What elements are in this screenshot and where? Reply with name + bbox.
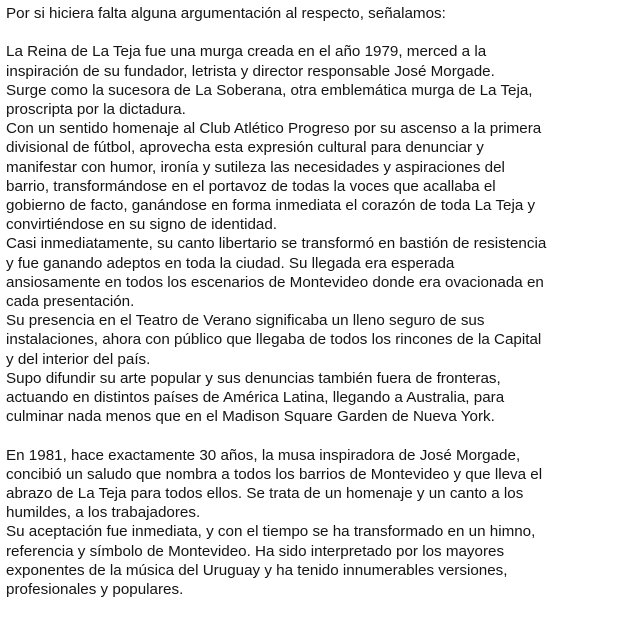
paragraph-saludo	[6, 446, 634, 523]
text-line: abrazo de La Teja para todos ellos. Se trata de un homenaje y un canto a los	[6, 485, 524, 503]
text-line: y fue ganando adeptos en toda la ciudad. Su llegada era esperada	[6, 254, 455, 272]
text-line: manifestar con humor, ironía y sutileza las necesidades y aspiraciones del	[6, 158, 505, 176]
text-line: profesionales y populares.	[6, 581, 184, 599]
text-line: En 1981, hace exactamente 30 años, la musa inspiradora de José Morgade,	[6, 446, 521, 464]
text-line: Por si hiciera falta alguna argumentación al respecto, señalamos:	[6, 5, 446, 22]
text-line: Supo difundir su arte popular y sus denuncias también fuera de fronteras,	[6, 369, 501, 387]
paragraph-resistance	[6, 234, 634, 311]
text-line: proscripta por la dictadura.	[6, 101, 186, 118]
text-line: Su presencia en el Teatro de Verano significaba un lleno seguro de sus	[6, 312, 485, 330]
text-line: divisional de fútbol, aprovecha esta expresión cultural para denunciar y	[6, 139, 484, 157]
text-line: ansiosamente en todos los escenarios de Montevideo donde era ovacionada en	[6, 273, 544, 291]
text-line: Con un sentido homenaje al Club Atlético Progreso por su ascenso a la primera	[6, 120, 542, 138]
blank-line	[6, 426, 634, 445]
paragraph-international	[6, 369, 634, 427]
text-line: concibió un saludo que nombra a todos los barrios de Montevideo y que lleva el	[6, 465, 543, 483]
text-line: referencia y símbolo de Montevideo. Ha sido interpretado por los mayores	[6, 542, 505, 560]
text-line: culminar nada menos que en el Madison Square Garden de Nueva York.	[6, 408, 495, 426]
blank-line	[6, 23, 634, 42]
text-line: La Reina de La Teja fue una murga creada en el año 1979, merced a la	[6, 43, 487, 61]
paragraph-teatro	[6, 311, 634, 369]
text-line: Su aceptación fue inmediata, y con el tiempo se ha transformado en un himno,	[6, 523, 536, 541]
text-line: Casi inmediatamente, su canto libertario se transformó en bastión de resistencia	[6, 235, 547, 253]
paragraph-himno	[6, 522, 634, 599]
text-line: convirtiéndose en su signo de identidad.	[6, 216, 278, 234]
text-line: Surge como la sucesora de La Soberana, otra emblemática murga de La Teja,	[6, 81, 533, 99]
text-line: cada presentación.	[6, 293, 135, 311]
text-line: actuando en distintos países de América Latina, llegando a Australia, para	[6, 389, 505, 407]
text-line: exponentes de la música del Uruguay y ha tenido innumerables versiones,	[6, 561, 508, 579]
paragraph-intro	[6, 4, 634, 23]
text-line: instalaciones, ahora con público que llegaba de todos los rincones de la Capital	[6, 331, 542, 349]
paragraph-homage	[6, 119, 634, 234]
paragraph-origin	[6, 42, 634, 119]
text-line: inspiración de su fundador, letrista y director responsable José Morgade.	[6, 62, 495, 80]
text-line: barrio, transformándose en el portavoz de todas la voces que acallaba el	[6, 177, 496, 195]
text-line: y del interior del país.	[6, 350, 151, 368]
text-line: humildes, a los trabajadores.	[6, 504, 201, 522]
text-line: gobierno de facto, ganándose en forma inmediata el corazón de toda La Teja y	[6, 197, 536, 215]
